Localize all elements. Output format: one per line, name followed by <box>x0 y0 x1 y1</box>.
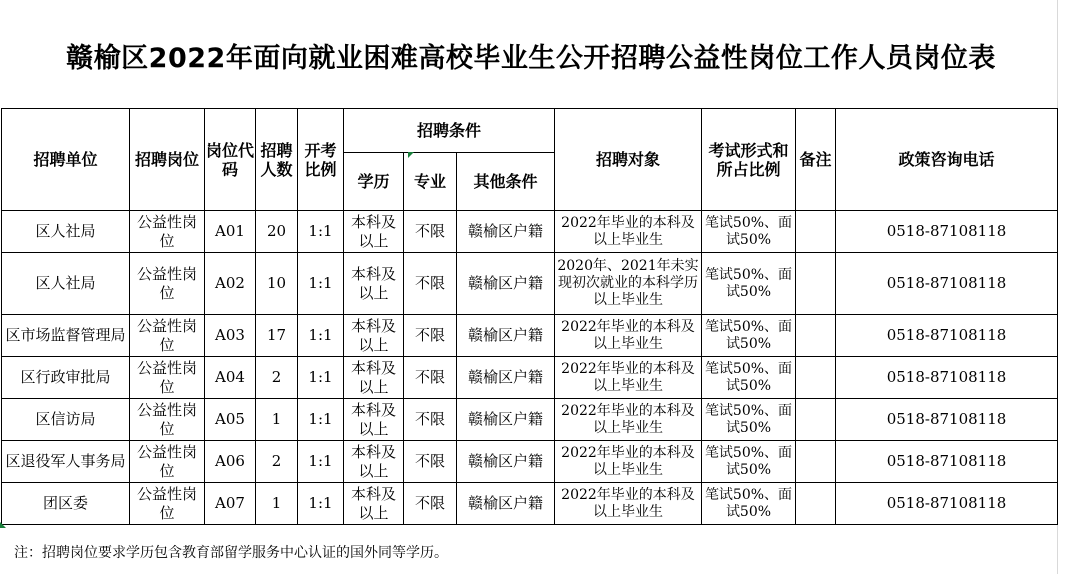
cell-exam[interactable]: 笔试50%、面试50% <box>702 253 796 315</box>
cell-target[interactable]: 2022年毕业的本科及以上毕业生 <box>555 483 702 525</box>
cell-comment-marker <box>408 152 414 158</box>
cell-phone[interactable]: 0518-87108118 <box>836 211 1058 253</box>
cell-major[interactable]: 不限 <box>404 357 457 399</box>
cell-post[interactable]: 公益性岗位 <box>130 253 205 315</box>
table-row <box>2 253 1058 315</box>
header-education: 学历 <box>344 153 404 211</box>
cell-comment-marker <box>0 522 6 528</box>
cell-target[interactable]: 2022年毕业的本科及以上毕业生 <box>555 399 702 441</box>
page-title: 赣榆区2022年面向就业困难高校毕业生公开招聘公益性岗位工作人员岗位表 <box>66 43 996 74</box>
cell-exam[interactable]: 笔试50%、面试50% <box>702 399 796 441</box>
cell-target[interactable]: 2022年毕业的本科及以上毕业生 <box>555 315 702 357</box>
cell-exam[interactable]: 笔试50%、面试50% <box>702 441 796 483</box>
cell-count[interactable]: 17 <box>256 315 298 357</box>
table-body <box>2 211 1058 525</box>
header-phone: 政策咨询电话 <box>836 109 1058 211</box>
table-row <box>2 399 1058 441</box>
cell-education[interactable]: 本科及以上 <box>344 253 404 315</box>
cell-target[interactable]: 2020年、2021年未实现初次就业的本科学历以上毕业生 <box>555 253 702 315</box>
cell-count[interactable]: 20 <box>256 211 298 253</box>
cell-unit[interactable]: 区人社局 <box>2 211 130 253</box>
cell-post[interactable]: 公益性岗位 <box>130 441 205 483</box>
cell-remark[interactable] <box>796 441 836 483</box>
cell-phone[interactable]: 0518-87108118 <box>836 483 1058 525</box>
header-remark: 备注 <box>796 109 836 211</box>
cell-count[interactable]: 2 <box>256 441 298 483</box>
cell-phone[interactable]: 0518-87108118 <box>836 441 1058 483</box>
header-unit: 招聘单位 <box>2 109 130 211</box>
header-exam: 考试形式和所占比例 <box>702 109 796 211</box>
cell-code[interactable]: A01 <box>205 211 256 253</box>
cell-post[interactable]: 公益性岗位 <box>130 357 205 399</box>
cell-ratio[interactable]: 1:1 <box>298 441 344 483</box>
cell-code[interactable]: A03 <box>205 315 256 357</box>
cell-phone[interactable]: 0518-87108118 <box>836 315 1058 357</box>
cell-education[interactable]: 本科及以上 <box>344 315 404 357</box>
cell-count[interactable]: 10 <box>256 253 298 315</box>
cell-remark[interactable] <box>796 357 836 399</box>
cell-target[interactable]: 2022年毕业的本科及以上毕业生 <box>555 211 702 253</box>
header-ratio: 开考比例 <box>298 109 344 211</box>
cell-ratio[interactable]: 1:1 <box>298 483 344 525</box>
header-other: 其他条件 <box>457 153 555 211</box>
cell-post[interactable]: 公益性岗位 <box>130 483 205 525</box>
footnote: 注：招聘岗位要求学历包含教育部留学服务中心认证的国外同等学历。 <box>14 545 448 561</box>
cell-ratio[interactable]: 1:1 <box>298 315 344 357</box>
cell-exam[interactable]: 笔试50%、面试50% <box>702 211 796 253</box>
cell-other[interactable]: 赣榆区户籍 <box>457 211 555 253</box>
table-row <box>2 211 1058 253</box>
cell-phone[interactable]: 0518-87108118 <box>836 357 1058 399</box>
cell-other[interactable]: 赣榆区户籍 <box>457 399 555 441</box>
cell-other[interactable]: 赣榆区户籍 <box>457 357 555 399</box>
cell-ratio[interactable]: 1:1 <box>298 211 344 253</box>
cell-code[interactable]: A07 <box>205 483 256 525</box>
cell-post[interactable]: 公益性岗位 <box>130 211 205 253</box>
cell-unit[interactable]: 团区委 <box>2 483 130 525</box>
header-target: 招聘对象 <box>555 109 702 211</box>
cell-exam[interactable]: 笔试50%、面试50% <box>702 315 796 357</box>
cell-major[interactable]: 不限 <box>404 315 457 357</box>
cell-ratio[interactable]: 1:1 <box>298 399 344 441</box>
cell-education[interactable]: 本科及以上 <box>344 441 404 483</box>
cell-target[interactable]: 2022年毕业的本科及以上毕业生 <box>555 357 702 399</box>
cell-remark[interactable] <box>796 253 836 315</box>
cell-post[interactable]: 公益性岗位 <box>130 399 205 441</box>
cell-education[interactable]: 本科及以上 <box>344 357 404 399</box>
header-conditions: 招聘条件 <box>344 109 555 153</box>
header-major: 专业 <box>404 153 457 211</box>
table-row <box>2 315 1058 357</box>
cell-other[interactable]: 赣榆区户籍 <box>457 483 555 525</box>
table-row <box>2 483 1058 525</box>
cell-code[interactable]: A06 <box>205 441 256 483</box>
cell-major[interactable]: 不限 <box>404 441 457 483</box>
cell-unit[interactable]: 区信访局 <box>2 399 130 441</box>
cell-major[interactable]: 不限 <box>404 399 457 441</box>
header-count: 招聘人数 <box>256 109 298 211</box>
table-row <box>2 441 1058 483</box>
cell-education[interactable]: 本科及以上 <box>344 211 404 253</box>
cell-other[interactable]: 赣榆区户籍 <box>457 315 555 357</box>
cell-education[interactable]: 本科及以上 <box>344 399 404 441</box>
cell-other[interactable]: 赣榆区户籍 <box>457 441 555 483</box>
cell-unit[interactable]: 区人社局 <box>2 253 130 315</box>
cell-code[interactable]: A05 <box>205 399 256 441</box>
cell-count[interactable]: 1 <box>256 399 298 441</box>
cell-remark[interactable] <box>796 483 836 525</box>
cell-ratio[interactable]: 1:1 <box>298 357 344 399</box>
header-row-1 <box>2 109 1058 153</box>
positions-table <box>1 108 1058 525</box>
cell-unit[interactable]: 区退役军人事务局 <box>2 441 130 483</box>
cell-major[interactable]: 不限 <box>404 211 457 253</box>
cell-code[interactable]: A02 <box>205 253 256 315</box>
cell-unit[interactable]: 区行政审批局 <box>2 357 130 399</box>
cell-remark[interactable] <box>796 315 836 357</box>
cell-count[interactable]: 1 <box>256 483 298 525</box>
cell-exam[interactable]: 笔试50%、面试50% <box>702 483 796 525</box>
cell-exam[interactable]: 笔试50%、面试50% <box>702 357 796 399</box>
cell-major[interactable]: 不限 <box>404 253 457 315</box>
table-row <box>2 357 1058 399</box>
cell-major[interactable]: 不限 <box>404 483 457 525</box>
cell-remark[interactable] <box>796 211 836 253</box>
cell-phone[interactable]: 0518-87108118 <box>836 253 1058 315</box>
cell-education[interactable]: 本科及以上 <box>344 483 404 525</box>
cell-other[interactable]: 赣榆区户籍 <box>457 253 555 315</box>
cell-count[interactable]: 2 <box>256 357 298 399</box>
cell-target[interactable]: 2022年毕业的本科及以上毕业生 <box>555 441 702 483</box>
cell-code[interactable]: A04 <box>205 357 256 399</box>
header-code: 岗位代码 <box>205 109 256 211</box>
cell-ratio[interactable]: 1:1 <box>298 253 344 315</box>
cell-post[interactable]: 公益性岗位 <box>130 315 205 357</box>
cell-phone[interactable]: 0518-87108118 <box>836 399 1058 441</box>
cell-remark[interactable] <box>796 399 836 441</box>
cell-unit[interactable]: 区市场监督管理局 <box>2 315 130 357</box>
header-post: 招聘岗位 <box>130 109 205 211</box>
